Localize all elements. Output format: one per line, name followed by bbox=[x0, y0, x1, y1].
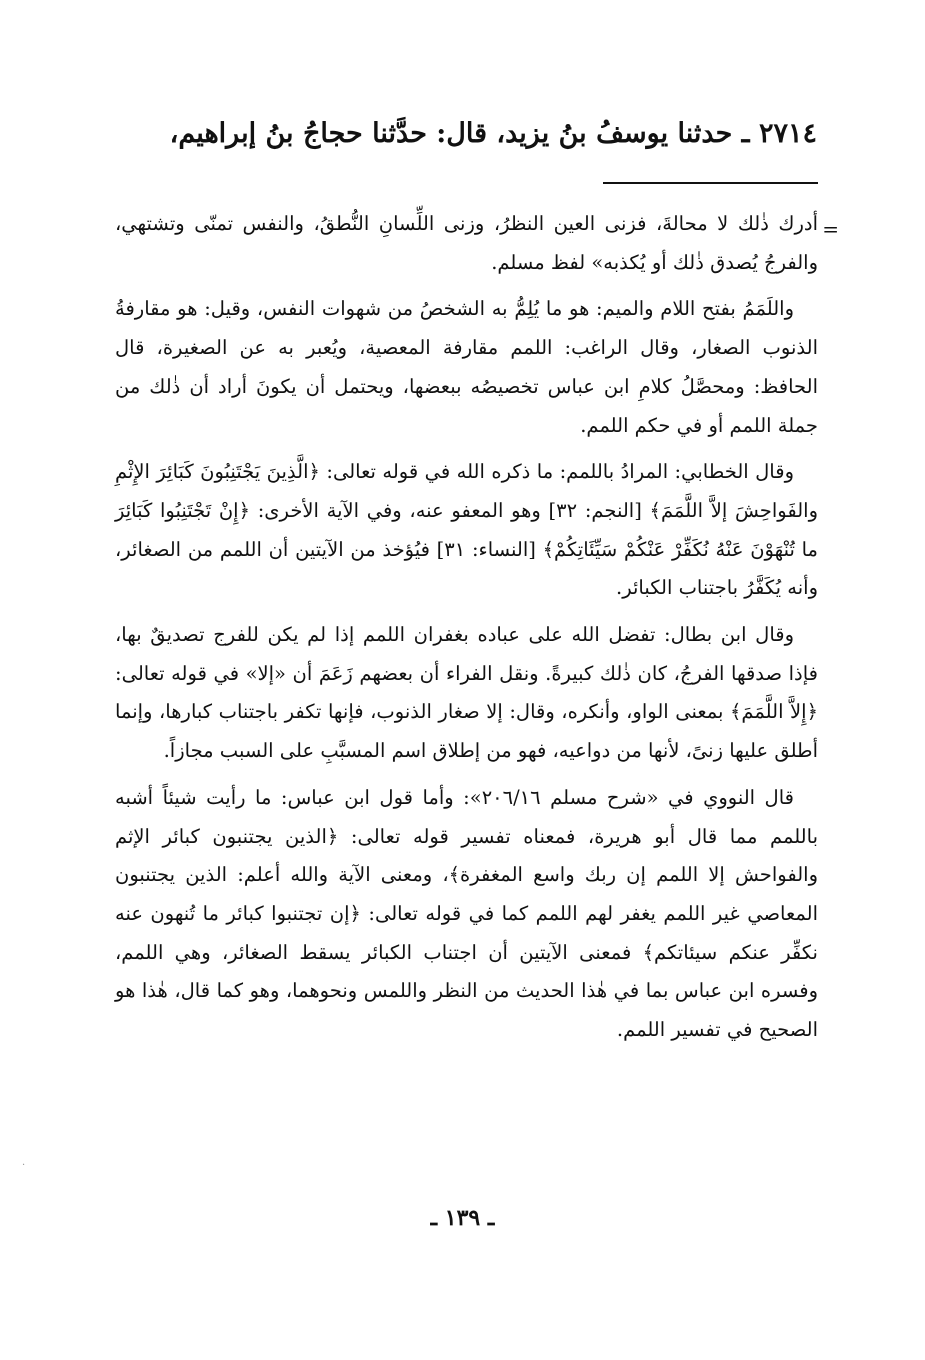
paragraph-5: قال النووي في «شرح مسلم ٢٠٦/١٦»: وأما قول ابن عباس: ما رأيت شيئاً أشبه باللمم مما قال أبو هريرة، فمعناه تفسير قوله تعالى: ﴿الذين يجتنبون كبائر الإثم والفواحش إلا اللمم إن ربك واسع المغفرة﴾، ومعنى الآية والله أعلم: الذين يجتنبون المعاصي غير اللمم يغفر لهم اللمم كما في قوله تعالى: ﴿إن تجتنبوا كبائر ما تُنهون عنه نكفِّر عنكم سيئاتكم﴾ فمعنى الآيتين أن اجتناب الكبائر يسقط الصغائر، وهي اللمم، وفسره ابن عباس بما في هٰذا الحديث من النظر واللمس ونحوهما، وهو كما قال، هٰذا هو الصحيح في تفسير اللمم. bbox=[115, 785, 818, 1042]
commentary-text bbox=[115, 205, 818, 1058]
footnote-divider bbox=[603, 182, 818, 184]
paragraph-1: أدرك ذٰلك لا محالةَ، فزنى العين النظرُ، وزنى اللِّسانِ النُّطقُ، والنفس تمنّى وتشتهي، والفرجُ يُصدق ذٰلك أو يُكذبه» لفظ مسلم. bbox=[115, 212, 818, 274]
paragraph-4: وقال ابن بطال: تفضل الله على عباده بغفران اللمم إذا لم يكن للفرج تصديقٌ بها، فإذا صدقها الفرجُ، كان ذٰلك كبيرةً. ونقل الفراء أن بعضهم زَعَمَ أن «إلا» في قوله تعالى: ﴿إِلاَّ اللَّمَمَ﴾ بمعنى الواو، وأنكره، وقال: إلا صغار الذنوب، فإنها تكفر باجتناب كبارها، وإنما أطلق عليها زنىً، لأنها من دواعيه، فهو من إطلاق اسم المسبَّبِ على السبب مجازاً. bbox=[115, 623, 818, 763]
paragraph-3: وقال الخطابي: المرادُ باللمم: ما ذكره الله في قوله تعالى: ﴿الَّذِينَ يَجْتَنِبُونَ كَبَائِرَ الإِثْمِ والفَواحِشَ إلاَّ اللَّمَمَ﴾ [النجم: ٣٢] وهو المعفو عنه، وفي الآية الأخرى: ﴿إِنْ تَجْتَنِبُوا كَبَائِرَ ما تُنْهَوْنَ عَنْهُ نُكَفِّرْ عَنْكُمْ سَيِّئَاتِكُمْ﴾ [النساء: ٣١] فيُؤخذ من الآيتين أن اللمم من الصغائر، وأنه يُكَفَّرُ باجتناب الكبائر. bbox=[115, 460, 818, 600]
continuation-mark: = bbox=[822, 217, 839, 241]
paragraph-2: واللَمَمُ بفتح اللام والميم: هو ما يُلِمُّ به الشخصُ من شهوات النفس، وقيل: هو مقارفةُ الذنوب الصغار، وقال الراغب: اللمم مقارفة المعصية، ويُعبر به عن الصغيرة، قال الحافظ: ومحصَّلُ كلامِ ابن عباس تخصيصُه ببعضها، ويحتمل أن يكونَ أراد أن ذٰلك من جملة اللمم أو في حكم اللمم. bbox=[115, 297, 818, 437]
scan-speck: · bbox=[22, 1160, 26, 1171]
page-number: ـ ١٣٩ ـ bbox=[430, 1205, 495, 1231]
hadith-heading: ٢٧١٤ ـ حدثنا يوسفُ بنُ يزيد، قال: حدَّثنا حجاجُ بنُ إبراهيم، bbox=[169, 118, 817, 149]
